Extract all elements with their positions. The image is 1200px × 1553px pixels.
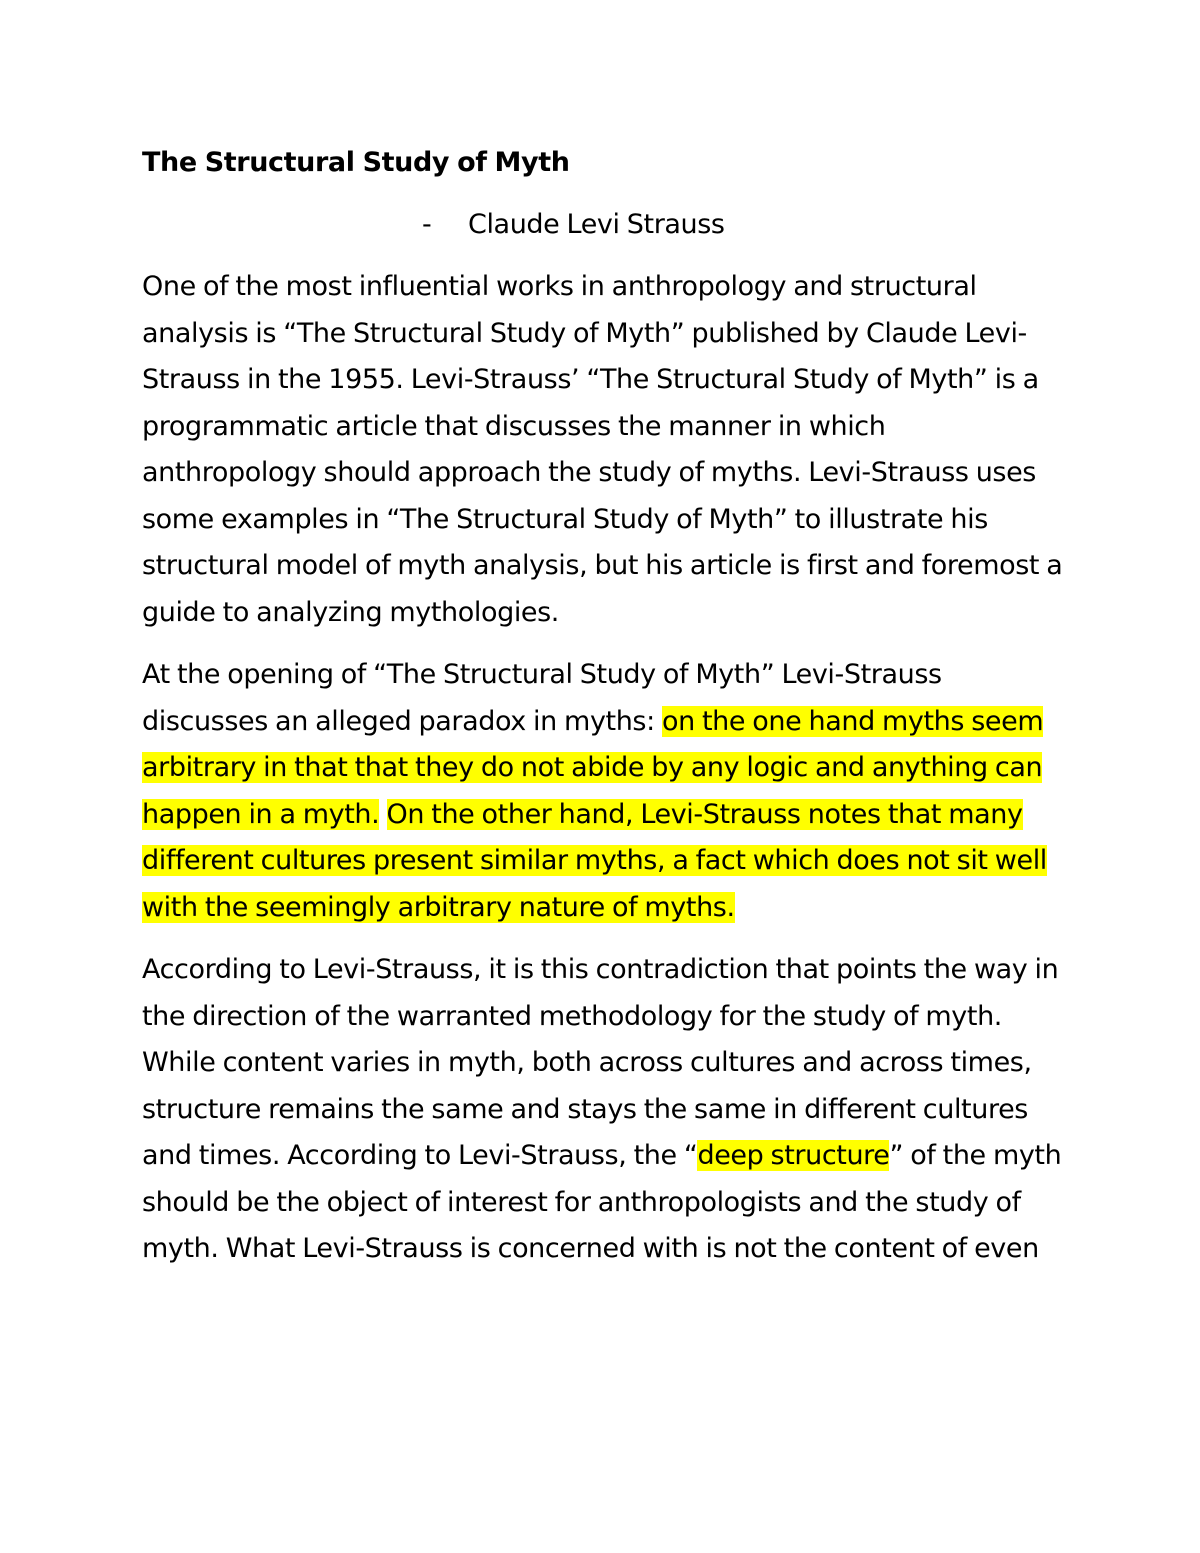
author-name: Claude Levi Strauss	[468, 209, 725, 240]
paragraph-3	[142, 947, 1067, 1273]
paragraph-2	[142, 652, 1067, 931]
paragraph-2-intro: At the opening of “The Structural Study of Myth” Levi-Strauss discusses an alleged paradox in myths:	[142, 659, 942, 737]
paragraph-3-before: According to Levi-Strauss, it is this contradiction that points the way in the direction of the warranted methodology for the study of myth. While content varies in myth, both across cultures and across times, structure remains the same and stays the same in different cultures and times. According to Levi-Strauss, the “	[142, 954, 1059, 1171]
paragraph-1: One of the most influential works in anthropology and structural analysis is “The Structural Study of Myth” published by Claude Levi-Strauss in the 1955. Levi-Strauss’ “The Structural Study of Myth” is a programmatic article that discusses the manner in which anthropology should approach the study of myths. Levi-Strauss uses some examples in “The Structural Study of Myth” to illustrate his structural model of myth analysis, but his article is first and foremost a guide to analyzing mythologies.	[142, 271, 1063, 628]
paragraph-3-after: ” of the myth should be the object of interest for anthropologists and the study of myth. What Levi-Strauss is concerned with is not the content of even	[142, 1140, 1062, 1264]
highlighted-deep-structure: deep structure	[697, 1140, 890, 1171]
document-body	[142, 140, 1067, 1289]
author-dash: -	[422, 209, 432, 240]
highlight-gap	[379, 799, 386, 830]
highlighted-text-1: on the one hand myths seem arbitrary in that that they do not abide by any logic and anything can happen in a myth.	[142, 705, 1044, 830]
author-line	[142, 202, 1067, 248]
highlighted-text-2: On the other hand, Levi-Strauss notes that many different cultures present similar myths, a fact which does not sit well with the seemingly arbitrary nature of myths.	[142, 798, 1047, 923]
document-title: The Structural Study of Myth	[142, 147, 570, 178]
